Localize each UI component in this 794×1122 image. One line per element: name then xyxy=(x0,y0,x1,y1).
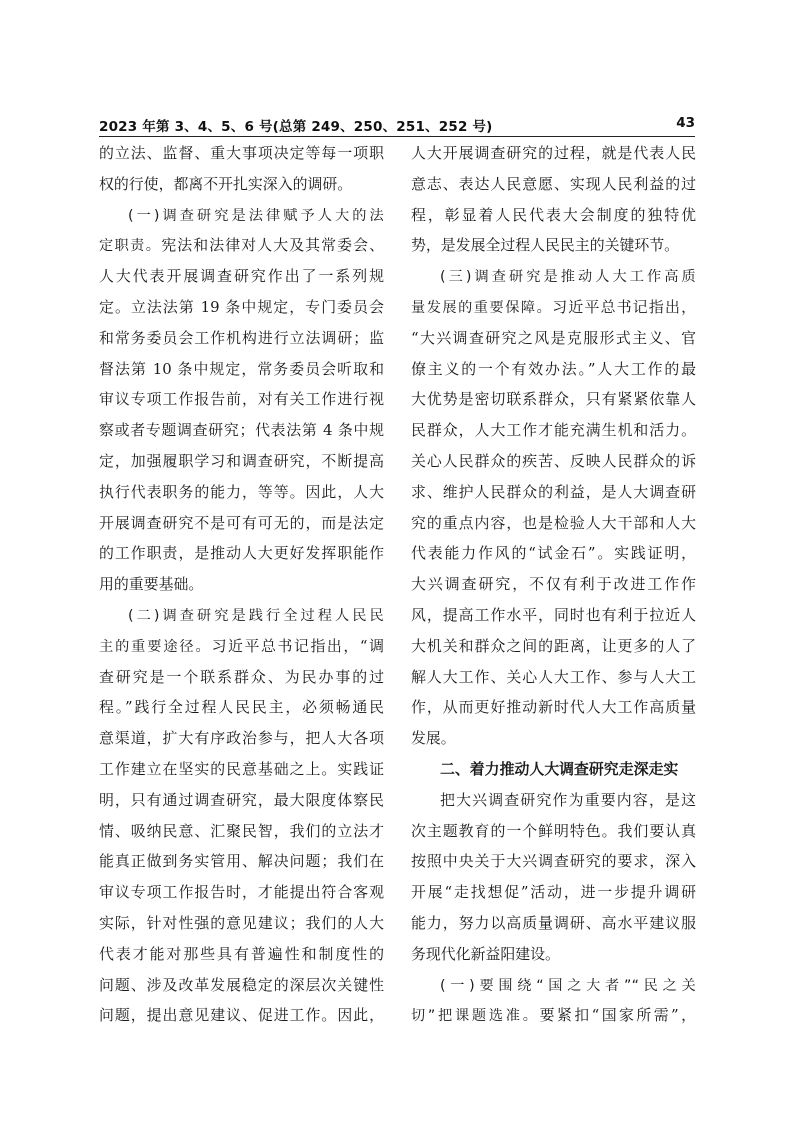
body-text: 究的重点内容，也是检验人大干部和人大 xyxy=(411,513,696,532)
text-line xyxy=(99,785,384,816)
text-line xyxy=(99,138,384,169)
text-line xyxy=(99,508,384,539)
body-text: 问题、涉及改革发展稳定的深层次关键性 xyxy=(99,975,384,994)
body-text: 程。”践行全过程人民民主，必须畅通民 xyxy=(99,698,384,717)
text-line xyxy=(411,785,696,816)
text-line xyxy=(99,569,384,600)
text-line xyxy=(99,754,384,785)
body-text: 求、维护人民群众的利益，是人大调查研 xyxy=(411,482,696,501)
issue-info: 2023 年第 3、4、5、6 号(总第 249、250、251、252 号) xyxy=(99,119,493,135)
text-line xyxy=(411,723,696,754)
text-line xyxy=(411,477,696,508)
text-line xyxy=(99,384,384,415)
text-line xyxy=(411,508,696,539)
body-text: 宪法和法律对人大及其常委会、 xyxy=(161,236,384,255)
text-line xyxy=(411,138,696,169)
body-text: 的工作职责，是推动人大更好发挥职能作 xyxy=(99,544,384,563)
subheading-text: 量发展的重要保障。 xyxy=(411,299,553,316)
body-text: 用的重要基础。 xyxy=(99,575,204,594)
body-text: 关心人民群众的疾苦、反映人民群众的诉 xyxy=(411,451,696,470)
text-line xyxy=(99,538,384,569)
header-rule xyxy=(99,136,695,137)
body-text: 权的行使，都离不开扎实深入的调研。 xyxy=(99,174,353,193)
body-text: 定。立法法第 19 条中规定，专门委员会 xyxy=(99,297,384,316)
text-line xyxy=(411,446,696,477)
text-line xyxy=(411,908,696,939)
text-line xyxy=(411,230,696,261)
text-line xyxy=(99,816,384,847)
text-line xyxy=(411,169,696,200)
text-line xyxy=(99,939,384,970)
subheading-text: (三)调查研究是推动人大工作高质 xyxy=(440,269,696,286)
body-text: 程，彰显着人民代表大会制度的独特优 xyxy=(411,205,696,224)
text-line xyxy=(99,169,384,200)
subheading-text: (一)调查研究是法律赋予人大的法 xyxy=(128,207,384,224)
text-line xyxy=(411,816,696,847)
body-text: 务现代化新益阳建设。 xyxy=(411,944,560,963)
body-text: 按照中央关于大兴调查研究的要求，深入 xyxy=(411,852,696,871)
body-text: 工作建立在坚实的民意基础之上。实践证 xyxy=(99,759,384,778)
body-text: 要紧扣“国家所需”， xyxy=(539,1006,696,1025)
text-line xyxy=(411,323,696,354)
body-text: 僚主义的一个有效办法。”人大工作的最 xyxy=(411,359,696,378)
text-line xyxy=(411,877,696,908)
body-text: 代表才能对那些具有普遍性和制度性的 xyxy=(99,944,384,963)
body-text: 代表能力作风的“试金石”。实践证明， xyxy=(411,544,696,563)
body-text: 大机关和群众之间的距离，让更多的人了 xyxy=(411,636,696,655)
text-line xyxy=(99,723,384,754)
body-text: 势，是发展全过程人民民主的关键环节。 xyxy=(411,236,680,255)
text-line xyxy=(411,292,696,323)
text-line xyxy=(99,415,384,446)
body-text: 把大兴调查研究作为重要内容，是这 xyxy=(440,790,696,809)
text-line xyxy=(411,1000,696,1031)
text-line xyxy=(99,970,384,1001)
text-line xyxy=(99,877,384,908)
body-text: 意渠道，扩大有序政治参与，把人大各项 xyxy=(99,729,384,748)
body-text: 风，提高工作水平，同时也有利于拉近人 xyxy=(411,605,696,624)
body-text: 问题，提出意见建议、促进工作。因此， xyxy=(99,1006,384,1025)
body-text: 实际，针对性强的意见建议；我们的人大 xyxy=(99,913,384,932)
body-text: 督法第 10 条中规定，常务委员会听取和 xyxy=(99,359,384,378)
page-number: 43 xyxy=(676,115,695,131)
body-text: 的立法、监督、重大事项决定等每一项职 xyxy=(99,144,384,162)
text-line xyxy=(99,446,384,477)
subheading-text: 切”把课题选准。 xyxy=(411,1008,540,1025)
text-line xyxy=(411,631,696,662)
text-line xyxy=(99,477,384,508)
text-line xyxy=(99,354,384,385)
text-line xyxy=(99,600,384,631)
body-text: 习近平总书记指出，“调 xyxy=(211,636,384,655)
text-line xyxy=(411,200,696,231)
subheading-text: 主的重要途径。 xyxy=(99,638,212,655)
text-line xyxy=(411,600,696,631)
body-text: 发展。 xyxy=(411,729,456,748)
section-heading-text: 二、着力推动人大调查研究走深走实 xyxy=(440,759,679,778)
body-text: 察或者专题调查研究；代表法第 4 条中规 xyxy=(99,421,384,440)
text-line xyxy=(411,538,696,569)
text-line xyxy=(411,692,696,723)
body-text: 大优势是密切联系群众，只有紧紧依靠人 xyxy=(411,390,696,409)
text-line xyxy=(99,662,384,693)
body-text: 大兴调查研究，不仅有利于改进工作作 xyxy=(411,575,696,594)
text-line xyxy=(99,200,384,231)
text-line xyxy=(411,662,696,693)
text-line xyxy=(99,692,384,723)
text-line xyxy=(99,323,384,354)
left-column xyxy=(99,138,384,1031)
body-text: 作，从而更好推动新时代人大工作高质量 xyxy=(411,698,696,717)
body-text: 能力，努力以高质量调研、高水平建议服 xyxy=(411,913,696,932)
text-line xyxy=(411,846,696,877)
text-line xyxy=(99,846,384,877)
body-text: 能真正做到务实管用、解决问题；我们在 xyxy=(99,852,384,871)
subheading-text: 定职责。 xyxy=(99,238,162,255)
body-text: 民群众，人大工作才能充满生机和活力。 xyxy=(411,421,696,440)
body-text: 审议专项工作报告前，对有关工作进行视 xyxy=(99,390,384,409)
body-text: 开展调查研究不是可有可无的，而是法定 xyxy=(99,513,384,532)
body-text: 开展“走找想促”活动，进一步提升调研 xyxy=(411,883,696,902)
text-line xyxy=(99,908,384,939)
running-header xyxy=(99,112,695,136)
body-text: 定，加强履职学习和调查研究，不断提高 xyxy=(99,451,384,470)
body-text: 解人大工作、关心人大工作、参与人大工 xyxy=(411,667,696,686)
text-line xyxy=(411,569,696,600)
body-text: 习近平总书记指出， xyxy=(552,297,696,316)
text-line xyxy=(411,261,696,292)
body-text: 情、吸纳民意、汇聚民智，我们的立法才 xyxy=(99,821,384,840)
body-text: 和常务委员会工作机构进行立法调研；监 xyxy=(99,328,384,347)
body-text: 明，只有通过调查研究，最大限度体察民 xyxy=(99,790,384,809)
text-line xyxy=(411,415,696,446)
subheading-text: (一)要围绕“国之大者”“民之关 xyxy=(440,977,696,994)
text-line xyxy=(99,631,384,662)
section-heading xyxy=(411,754,696,785)
text-line xyxy=(411,970,696,1001)
body-text: 人大开展调查研究的过程，就是代表人民 xyxy=(411,144,696,162)
body-text: 审议专项工作报告时，才能提出符合客观 xyxy=(99,883,384,902)
body-text: 人大代表开展调查研究作出了一系列规 xyxy=(99,267,384,286)
body-text: 意志、表达人民意愿、实现人民利益的过 xyxy=(411,174,696,193)
text-line xyxy=(99,292,384,323)
subheading-text: (二)调查研究是践行全过程人民民 xyxy=(128,607,384,624)
body-text: “大兴调查研究之风是克服形式主义、官 xyxy=(411,328,696,347)
body-text: 执行代表职务的能力，等等。因此，人大 xyxy=(99,482,384,501)
text-line xyxy=(99,1000,384,1031)
body-text: 查研究是一个联系群众、为民办事的过 xyxy=(99,667,384,686)
text-line xyxy=(411,939,696,970)
text-line xyxy=(411,384,696,415)
text-line xyxy=(99,261,384,292)
text-line xyxy=(99,230,384,261)
body-text: 次主题教育的一个鲜明特色。我们要认真 xyxy=(411,821,696,840)
right-column xyxy=(411,138,696,1031)
text-line xyxy=(411,354,696,385)
